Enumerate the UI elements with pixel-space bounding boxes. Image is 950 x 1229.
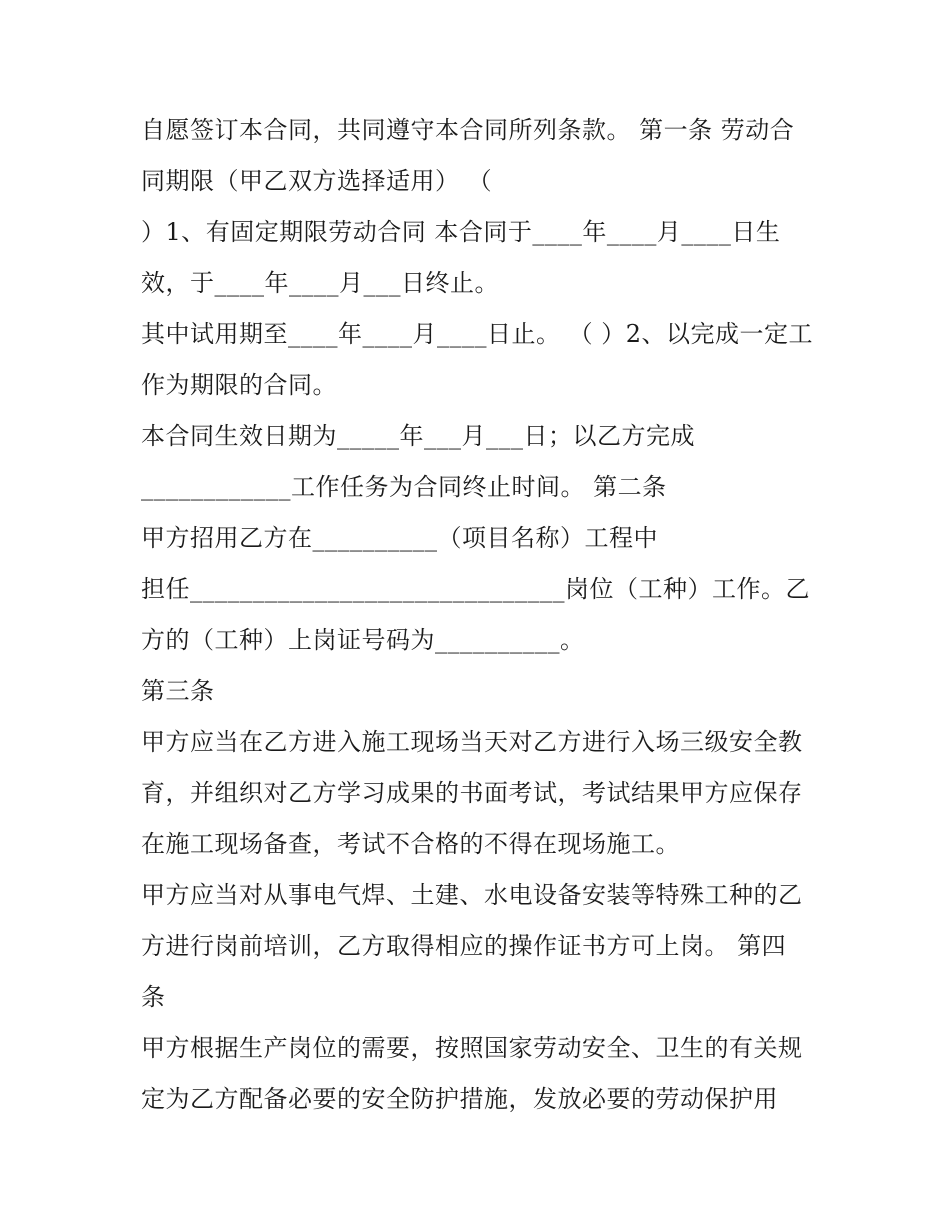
text-line: 甲方根据生产岗位的需要，按照国家劳动安全、卫生的有关规 (141, 1034, 803, 1062)
text-line: 方进行岗前培训，乙方取得相应的操作证书方可上岗。 第四 (141, 932, 787, 960)
text-line: 方的（工种）上岗证号码为__________。 (141, 626, 585, 654)
text-line: ）1、有固定期限劳动合同 本合同于____年____月____日生 (141, 218, 781, 246)
text-line: 本合同生效日期为_____年___月___日；以乙方完成 (141, 422, 695, 450)
text-line: 其中试用期至____年____月____日止。 （ ）2、以完成一定工 (141, 320, 814, 348)
text-line: ____________工作任务为合同终止时间。 第二条 (141, 473, 667, 501)
text-line: 在施工现场备查，考试不合格的不得在现场施工。 (141, 830, 680, 858)
text-line: 同期限（甲乙双方选择适用） （ (141, 167, 493, 195)
text-line: 条 (141, 983, 166, 1011)
text-line: 甲方应当对从事电气焊、土建、水电设备安装等特殊工种的乙 (141, 881, 803, 909)
text-line: 甲方应当在乙方进入施工现场当天对乙方进行入场三级安全教 (141, 728, 803, 756)
text-line: 效，于____年____月___日终止。 (141, 269, 499, 297)
document-body (141, 105, 831, 1125)
section-heading: 第三条 (141, 677, 215, 705)
text-line: 甲方招用乙方在__________（项目名称）工程中 (141, 524, 658, 552)
text-line: 育，并组织对乙方学习成果的书面考试，考试结果甲方应保存 (141, 779, 803, 807)
text-line: 担任______________________________岗位（工种）工作。乙 (141, 575, 810, 603)
text-line: 自愿签订本合同，共同遵守本合同所列条款。 第一条 劳动合 (141, 116, 795, 144)
text-line: 作为期限的合同。 (141, 371, 337, 399)
text-line: 定为乙方配备必要的安全防护措施，发放必要的劳动保护用 (141, 1085, 778, 1113)
